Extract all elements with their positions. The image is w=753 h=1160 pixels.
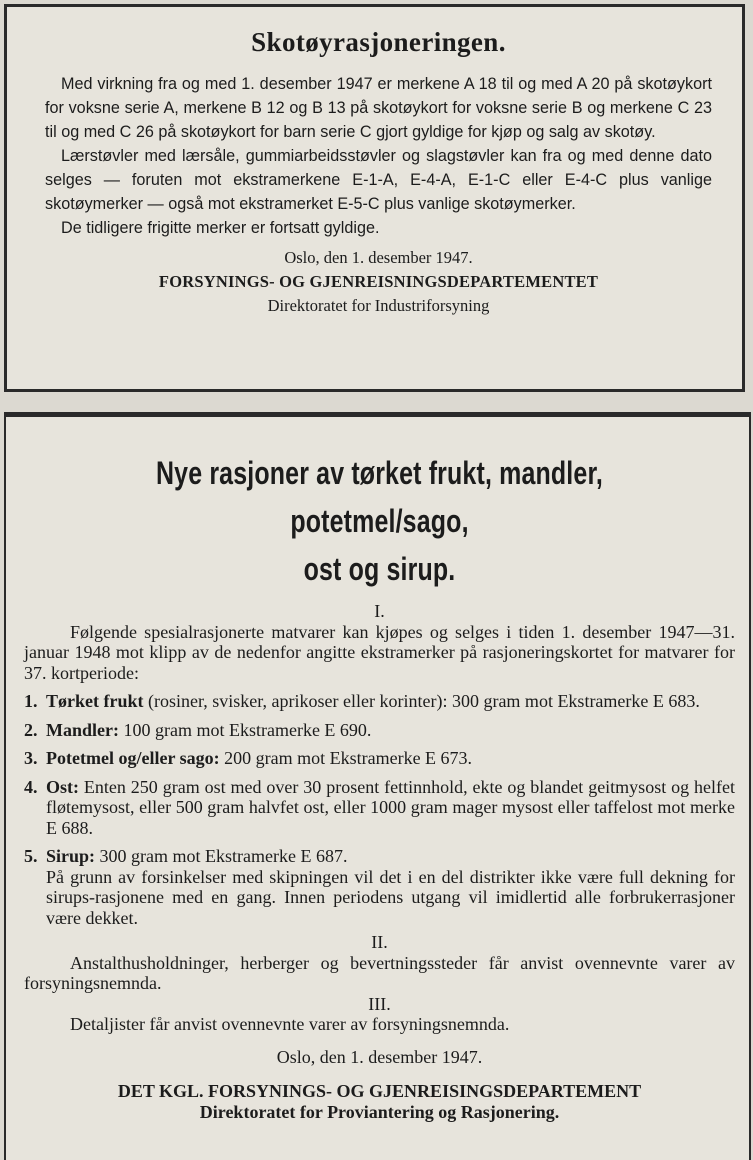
item-label: Sirup: — [46, 846, 96, 866]
section-paragraph: Detaljister får anvist ovennevnte varer av forsyningsnemnda. — [70, 1014, 510, 1034]
section-paragraph: Anstalthusholdninger, herberger og bevertningssteder får anvist ovennevnte varer av forsyningsnemnda. — [24, 952, 735, 993]
notice-paragraph: Med virkning fra og med 1. desember 1947 er merkene A 18 til og med A 20 på skotøykort for voksne serie A, merkene B 12 og B 13 på skotøykort for voksne serie B og merkene C 23 til og med C 26 på skotøykort for barn serie C gjort gyldige for kjøp og salg av skotøy. — [45, 75, 712, 141]
ration-item — [24, 777, 735, 839]
section-numeral: III. — [368, 993, 391, 1014]
item-text: (rosiner, svisker, aprikoser eller korinter): 300 gram mot Ekstramerke E 683. — [143, 691, 700, 711]
shoe-rationing-notice — [4, 4, 745, 392]
item-text: 300 gram mot Ekstramerke E 687. — [95, 846, 348, 866]
item-text: 100 gram mot Ekstramerke E 690. — [118, 719, 372, 740]
notice-paragraph: De tidligere frigitte merker er fortsatt gyldige. — [61, 219, 380, 237]
food-rations-notice — [4, 412, 751, 1160]
item-label: Mandler: — [46, 719, 119, 740]
notice-title: Skotøyrasjoneringen. — [251, 27, 506, 57]
intro-paragraph: Følgende spesialrasjonerte matvarer kan kjøpes og selges i tiden 1. desember 1947—31. januar 1948 mot klipp av de nedenfor angitte ekstramerker på rasjoneringskortet for matvarer for 37. kortperiode: — [24, 621, 735, 683]
item-label: Ost: — [46, 776, 79, 797]
ration-item — [24, 691, 735, 712]
item-number: 2. — [24, 719, 38, 740]
item-text: Enten 250 gram ost med over 30 prosent fettinnhold, ekte og blandet geitmysost og helfet fløtemysost, eller 500 gram halvfet ost, eller 1000 gram mager mysost eller taffelost mot merke E 688. — [46, 776, 735, 838]
ration-item — [24, 846, 735, 928]
notice-body — [24, 601, 735, 1122]
directorate-name: Direktoratet for Proviantering og Rasjonering. — [199, 1101, 560, 1122]
item-text: 200 gram mot Ekstramerke E 673. — [219, 748, 473, 768]
notice-paragraph: Lærstøvler med lærsåle, gummiarbeidsstøvler og slagstøvler kan fra og med denne dato selges — foruten mot ekstramerkene E-1-A, E-4-A, E-1-C eller E-4-C plus vanlige skotøymerker — også mot ekstramerket E-5-C plus vanlige skotøymerker. — [45, 147, 712, 213]
place-date: Oslo, den 1. desember 1947. — [276, 1046, 483, 1067]
ration-item — [24, 720, 735, 741]
item-number: 4. — [24, 776, 38, 797]
notice-title-line: Nye rasjoner av tørket frukt, mandler, potetmel/sago, — [155, 455, 604, 539]
department-name: FORSYNINGS- OG GJENREISNINGSDEPARTEMENTET — [158, 272, 599, 291]
directorate-name: Direktoratet for Industriforsyning — [267, 296, 490, 315]
section-numeral: II. — [371, 932, 388, 952]
notice-title — [102, 449, 657, 593]
item-label: Potetmel og/eller sago: — [46, 748, 220, 768]
notice-title-line: ost og sirup. — [303, 551, 456, 587]
department-name: DET KGL. FORSYNINGS- OG GJENREISINGSDEPARTEMENT — [117, 1081, 642, 1101]
item-label: Tørket frukt — [46, 691, 144, 711]
item-number: 1. — [24, 691, 38, 711]
ration-item — [24, 748, 735, 769]
section-numeral: I. — [374, 601, 385, 621]
place-date: Oslo, den 1. desember 1947. — [284, 248, 473, 267]
item-number: 3. — [24, 748, 38, 768]
item-number: 5. — [24, 846, 38, 866]
item-extra-text: På grunn av forsinkelser med skipningen vil det i en del distrikter ikke være full dekning for sirups-rasjonene med en gang. Innen periodens utgang vil imidlertid alle forbrukerrasjoner være dekket. — [46, 866, 735, 928]
